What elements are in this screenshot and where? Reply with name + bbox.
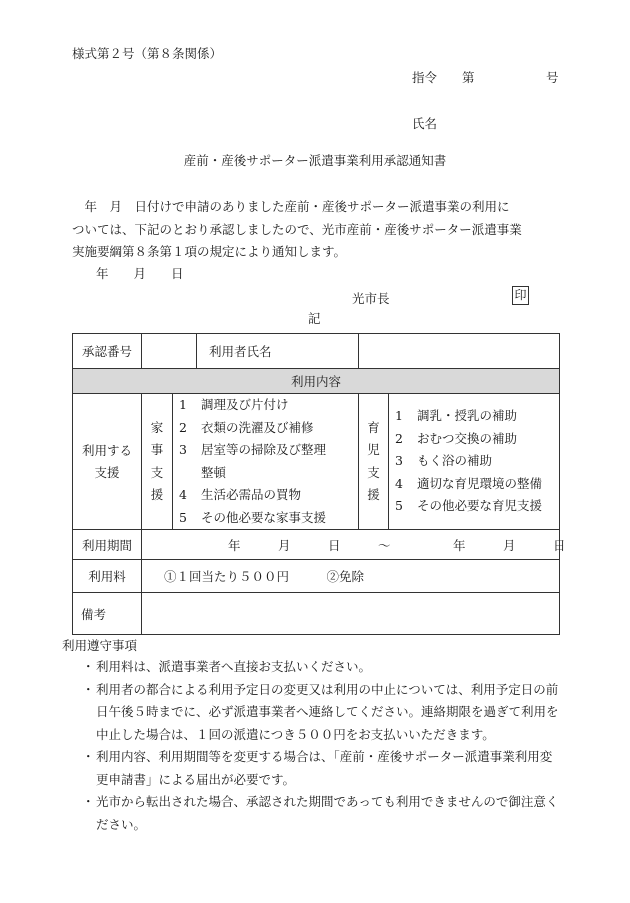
remarks-label: 備考 [73,593,142,635]
seal-mark: 印 [512,286,529,305]
approval-no-label: 承認番号 [73,334,142,369]
content-header: 利用内容 [73,369,560,394]
user-name-value [359,334,560,369]
rules-list [82,656,560,836]
list-item: 1 調理及び片付け [179,397,289,412]
table-row [73,530,560,560]
name-label: 氏名 [412,116,438,131]
list-item: 4 適切な育児環境の整備 [395,475,543,491]
list-item: 2 衣類の洗濯及び補修 [179,419,314,435]
childcare-label: 育 児 支 援 [359,394,389,530]
body-line: ついては、下記のとおり承認しましたので、光市産前・産後サポーター派遣事業 [72,221,522,237]
list-item: 5 その他必要な育児支援 [395,498,543,514]
remarks-value [142,593,560,635]
dai-label: 第 [462,70,475,85]
issue-date: 年 月 日 [96,266,184,281]
table-row [73,369,560,394]
list-item: 3 もく浴の補助 [395,453,493,469]
period-label: 利用期間 [73,530,142,560]
childcare-list [389,394,560,530]
mayor-label: 光市長 [352,291,390,306]
period-value: 年 月 日 ～ 年 月 日 [142,530,560,560]
rules-title: 利用遵守事項 [62,638,138,653]
body-line: 年 月 日付けで申請のありました産前・産後サポーター派遣事業の利用に [72,199,510,214]
document-title: 産前・産後サポーター派遣事業利用承認通知書 [183,153,447,168]
table-row [73,394,560,530]
list-item: 4 生活必需品の買物 [179,487,302,502]
table-row [73,560,560,593]
body-text [72,196,522,264]
table-row [73,593,560,635]
list-item: 3 居室等の掃除及び整理 [179,442,327,457]
user-name-label: 利用者氏名 [197,334,359,369]
approval-no-value [142,334,197,369]
form-number: 様式第２号（第８条関係） [72,46,223,61]
table-row [73,334,560,369]
household-label: 家 事 支 援 [142,394,173,530]
list-item: 整頓 [201,464,227,480]
body-line: 実施要綱第８条第１項の規定により通知します。 [72,244,347,259]
rule-item: ・ 利用者の都合による利用予定日の変更又は利用の中止については、利用予定日の前日午後５時までに、必ず派遣事業者へ連絡してください。連絡期限を過ぎて利用を中止した場合は、１回の派遣につき５００円をお支払いいただきます。 [82,681,559,742]
ki-label: 記 [308,311,321,326]
approval-table [72,333,566,635]
rule-item: ・ 利用料は、派遣事業者へ直接お支払いください。 [82,659,372,674]
order-label: 指令 [412,70,438,85]
rule-item: ・ 利用内容、利用期間等を変更する場合は、「産前・産後サポーター派遣事業利用変更申請書」による届出が必要です。 [82,749,553,787]
household-list [173,394,359,530]
list-item: 2 おむつ交換の補助 [395,430,518,446]
fee-value: ①１回当たり５００円 ②免除 [142,560,560,593]
list-item: 5 その他必要な家事支援 [179,509,327,525]
go-label: 号 [546,70,559,85]
list-item: 1 調乳・授乳の補助 [395,408,518,424]
support-label: 利用する 支援 [73,394,142,530]
fee-label: 利用料 [73,560,142,593]
rule-item: ・ 光市から転出された場合、承認された期間であっても利用できませんので御注意ください。 [82,794,559,832]
